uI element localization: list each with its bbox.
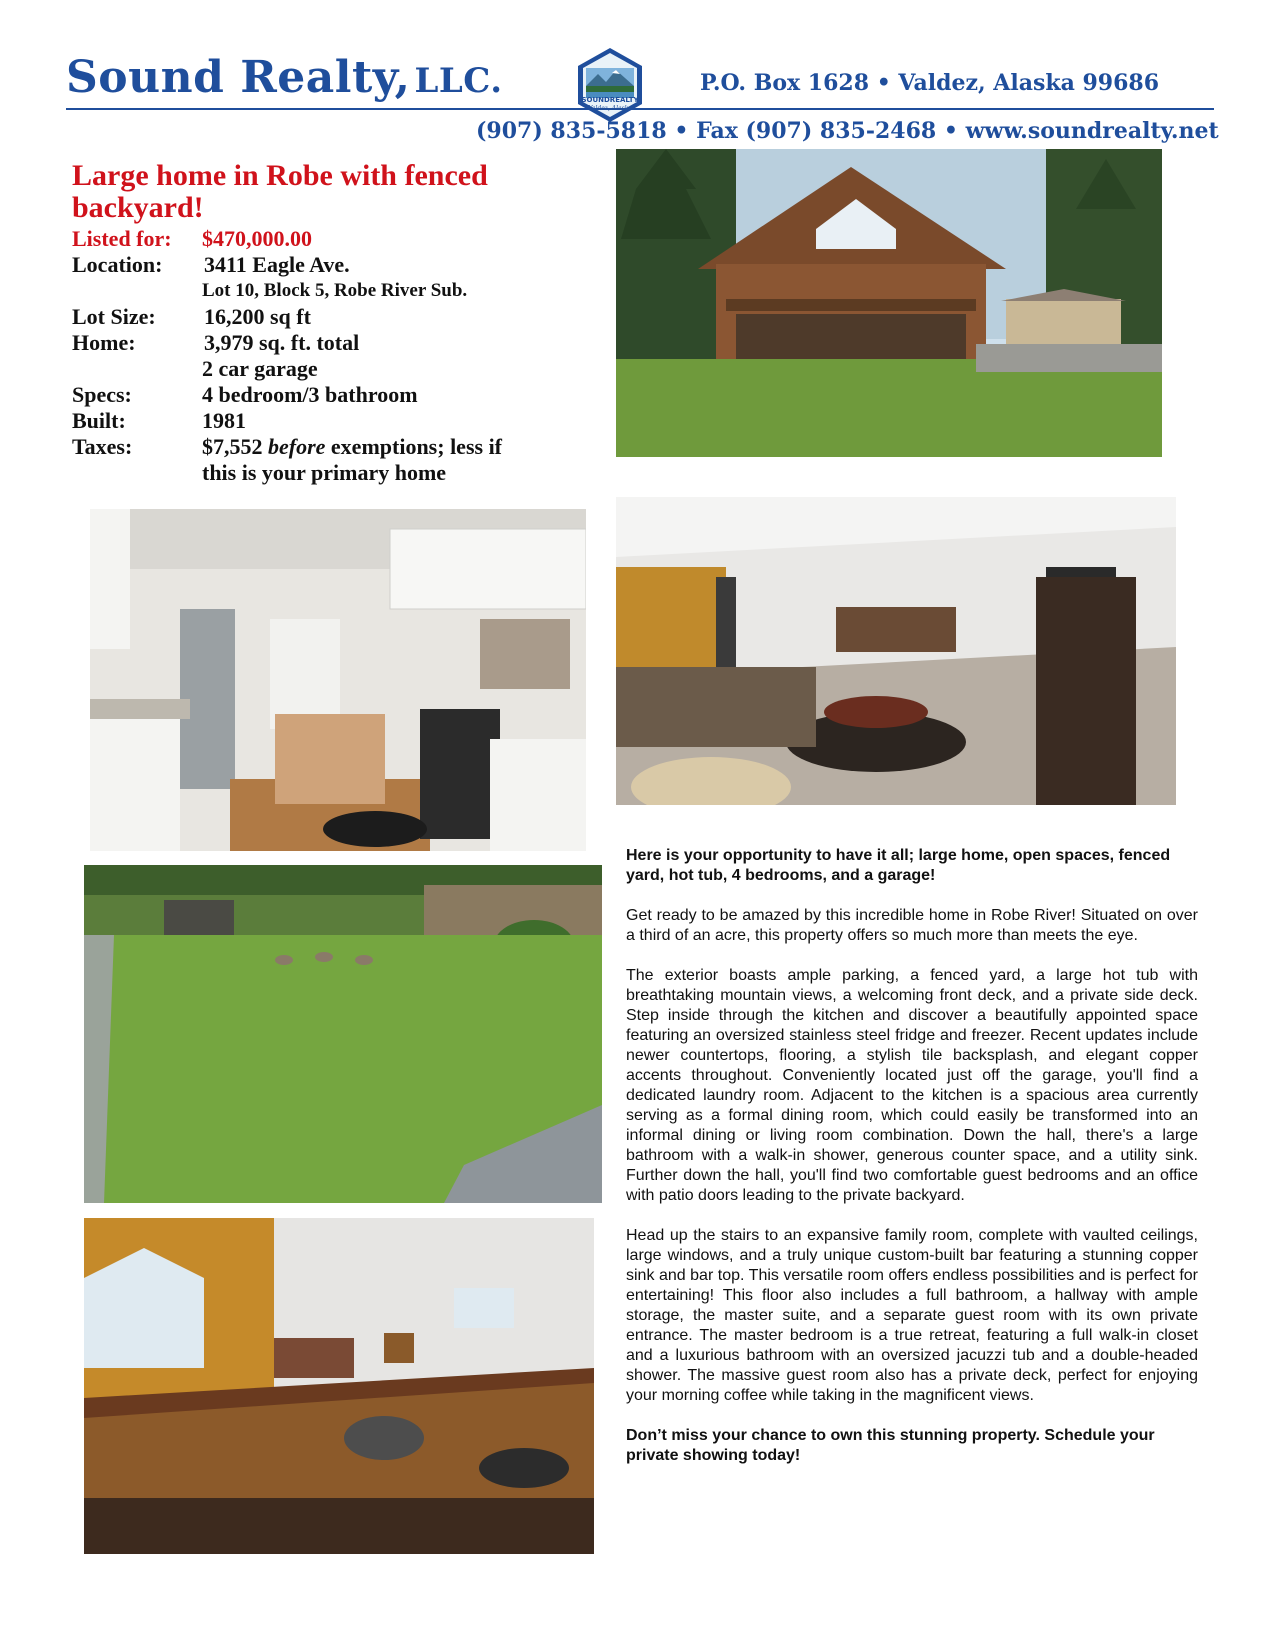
photo-house-exterior — [616, 149, 1162, 457]
description-paragraph-3: Head up the stairs to an expansive family room, complete with vaulted ceilings, large windows, and a truly unique custom-built bar featuring a stunning copper sink and bar top. This versatile room offers endless possibilities and is perfect for entertaining! This floor also includes a full bathroom, a hallway with ample storage, the master suite, and a separate guest room with its own private entrance. The master bedroom is a true retreat, featuring a full walk-in closet and a luxurious bathroom with an oversized jacuzzi tub and a double-headed shower. The massive guest room also has a private deck, perfect for enjoying your morning coffee while taking in the magnificent views. — [626, 1227, 1198, 1404]
description-closing: Don’t miss your chance to own this stunning property. Schedule your private showing today! — [626, 1427, 1155, 1464]
location-label: Location: — [72, 252, 163, 277]
photo-backyard — [84, 865, 602, 1203]
specs-label: Specs: — [72, 382, 132, 407]
home-detail: 2 car garage — [202, 356, 318, 381]
location-detail: Lot 10, Block 5, Robe River Sub. — [202, 280, 468, 301]
header-divider — [66, 108, 1214, 110]
lot-size-label: Lot Size: — [72, 304, 156, 329]
home-value: 3,979 sq. ft. total — [204, 330, 360, 355]
description-paragraph-1: Get ready to be amazed by this incredible home in Robe River! Situated on over a third of an acre, this property offers so much more than meets the eye. — [626, 907, 1198, 944]
photo-kitchen — [90, 509, 586, 851]
taxes-detail: this is your primary home — [202, 460, 447, 485]
logo-text: SOUNDREALTY — [581, 96, 639, 104]
listing-description — [626, 846, 1198, 1486]
brand-name — [66, 52, 503, 103]
built-label: Built: — [72, 408, 126, 433]
location-value: 3411 Eagle Ave. — [204, 252, 350, 277]
built-value: 1981 — [202, 408, 246, 433]
home-label: Home: — [72, 330, 136, 355]
price-label: Listed for: — [72, 226, 172, 251]
description-paragraph-2: The exterior boasts ample parking, a fenced yard, a large hot tub with breathtaking mountain views, a welcoming front deck, and a private side deck. Step inside through the kitchen and discover a beautifully appointed space featuring an oversized stainless steel fridge and freezer. Recent updates include newer countertops, flooring, a stylish tile backsplash, and elegant copper accents throughout. Conveniently located just off the garage, you'll find a dedicated laundry room. Adjacent to the kitchen is a spacious area currently serving as a formal dining room, which could easily be transformed into an informal dining or living room combination. Down the hall, there's a large bathroom with a walk-in shower, generous counter space, and a utility sink. Further down the hall, you'll find two comfortable guest bedrooms and an office with patio doors leading to the private backyard. — [626, 967, 1198, 1204]
taxes-emphasis: before — [268, 434, 326, 459]
company-contact: (907) 835-5818 • Fax (907) 835-2468 • www.soundrealty.net — [476, 118, 1219, 144]
price-value: $470,000.00 — [202, 226, 312, 251]
photo-bar-family-room — [84, 1218, 594, 1554]
description-intro: Here is your opportunity to have it all; large home, open spaces, fenced yard, hot tub, 4 bedrooms, and a garage! — [626, 847, 1171, 884]
taxes-label: Taxes: — [72, 434, 133, 459]
photo-living-room — [616, 497, 1176, 805]
taxes-rest: exemptions; less if — [330, 434, 503, 459]
specs-value: 4 bedroom/3 bathroom — [202, 382, 418, 407]
brand-name-text: Sound Realty, — [66, 52, 411, 103]
listing-headline: Large home in Robe with fenced backyard! — [72, 159, 488, 224]
brand-suffix: LLC. — [414, 61, 503, 101]
taxes-amount: $7,552 — [202, 434, 263, 459]
taxes-value — [202, 434, 502, 460]
company-logo — [576, 46, 644, 124]
company-address: P.O. Box 1628 • Valdez, Alaska 99686 — [700, 70, 1160, 96]
lot-size-value: 16,200 sq ft — [204, 304, 311, 329]
